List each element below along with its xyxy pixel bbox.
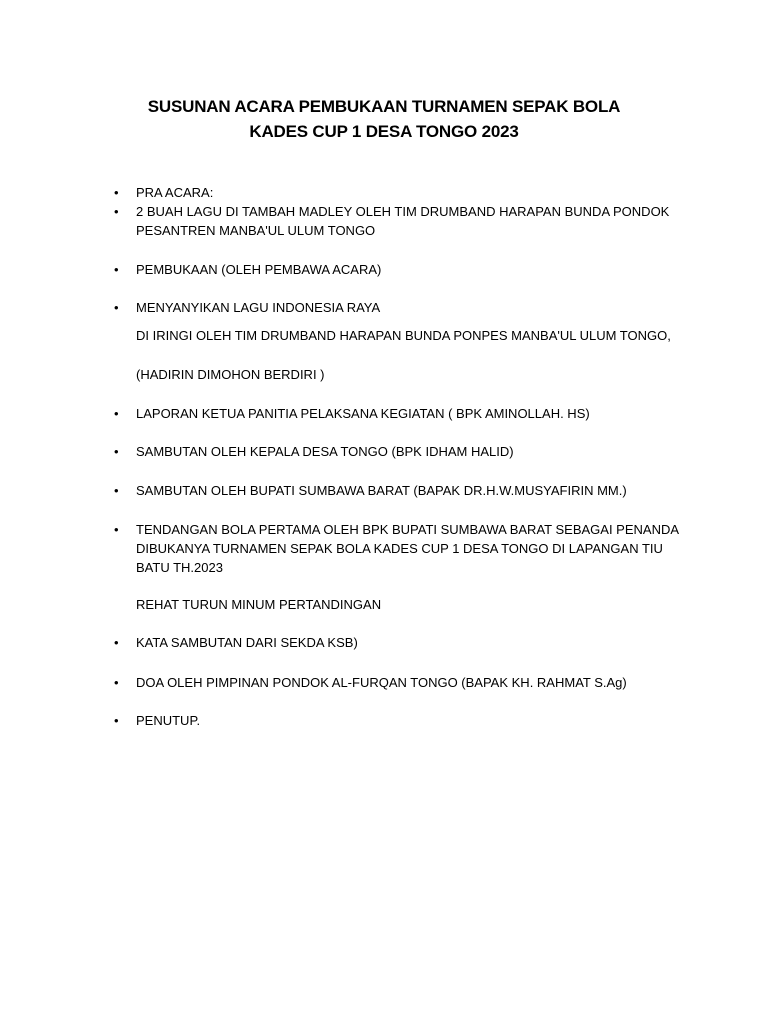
list-item-text-line-2: DIBUKANYA TURNAMEN SEPAK BOLA KADES CUP 1 DESA TONGO DI LAPANGAN TIU — [136, 541, 663, 556]
title-line-2: KADES CUP 1 DESA TONGO 2023 — [249, 122, 519, 141]
list-item-text: SAMBUTAN OLEH KEPALA DESA TONGO (BPK IDHAM HALID) — [136, 444, 514, 459]
list-item-sambutan-bupati — [114, 481, 696, 500]
list-item-lagu-drumband — [114, 202, 696, 240]
bullet-icon: • — [114, 444, 119, 459]
list-item-laporan-ketua — [114, 404, 696, 423]
list-item-tendangan-pertama — [114, 520, 696, 577]
list-item-text-line-2: PESANTREN MANBA'UL ULUM TONGO — [136, 223, 376, 238]
title-line-1: SUSUNAN ACARA PEMBUKAAN TURNAMEN SEPAK BOLA — [147, 97, 621, 116]
list-item-text: SAMBUTAN OLEH BUPATI SUMBAWA BARAT (BAPAK DR.H.W.MUSYAFIRIN MM.) — [136, 483, 627, 498]
list-item-pembukaan — [114, 260, 696, 279]
list-item-text: MENYANYIKAN LAGU INDONESIA RAYA — [136, 300, 381, 315]
bullet-icon: • — [114, 675, 119, 690]
document-title — [0, 94, 768, 144]
list-item-text: PENUTUP. — [136, 713, 201, 728]
bullet-icon: • — [114, 204, 119, 219]
note-iringi: DI IRINGI OLEH TIM DRUMBAND HARAPAN BUNDA PONPES MANBA'UL ULUM TONGO, — [136, 328, 671, 343]
list-item-penutup — [114, 711, 696, 730]
list-item-text: DOA OLEH PIMPINAN PONDOK AL-FURQAN TONGO (BAPAK KH. RAHMAT S.Ag) — [136, 675, 627, 690]
list-item-text-line-1: TENDANGAN BOLA PERTAMA OLEH BPK BUPATI SUMBAWA BARAT SEBAGAI PENANDA — [136, 522, 680, 537]
bullet-icon: • — [114, 185, 119, 200]
list-item-sambutan-kepala-desa — [114, 442, 696, 461]
bullet-icon: • — [114, 262, 119, 277]
list-item-text: PEMBUKAAN (OLEH PEMBAWA ACARA) — [136, 262, 382, 277]
list-item-indonesia-raya — [114, 298, 696, 317]
bullet-icon: • — [114, 635, 119, 650]
bullet-icon: • — [114, 483, 119, 498]
list-item-text: PRA ACARA: — [136, 185, 214, 200]
note-rehat: REHAT TURUN MINUM PERTANDINGAN — [136, 597, 382, 612]
list-item-text-line-3: BATU TH.2023 — [136, 560, 223, 575]
list-item-text: KATA SAMBUTAN DARI SEKDA KSB) — [136, 635, 358, 650]
list-item-text: LAPORAN KETUA PANITIA PELAKSANA KEGIATAN ( BPK AMINOLLAH. HS) — [136, 406, 590, 421]
list-item-sambutan-sekda — [114, 633, 696, 652]
bullet-icon: • — [114, 522, 119, 537]
bullet-icon: • — [114, 713, 119, 728]
bullet-icon: • — [114, 406, 119, 421]
list-item-text-line-1: 2 BUAH LAGU DI TAMBAH MADLEY OLEH TIM DRUMBAND HARAPAN BUNDA PONDOK — [136, 204, 670, 219]
bullet-icon: • — [114, 300, 119, 315]
list-item-pra-acara — [114, 183, 696, 202]
note-hadirin: (HADIRIN DIMOHON BERDIRI ) — [136, 367, 325, 382]
list-item-doa — [114, 673, 696, 692]
